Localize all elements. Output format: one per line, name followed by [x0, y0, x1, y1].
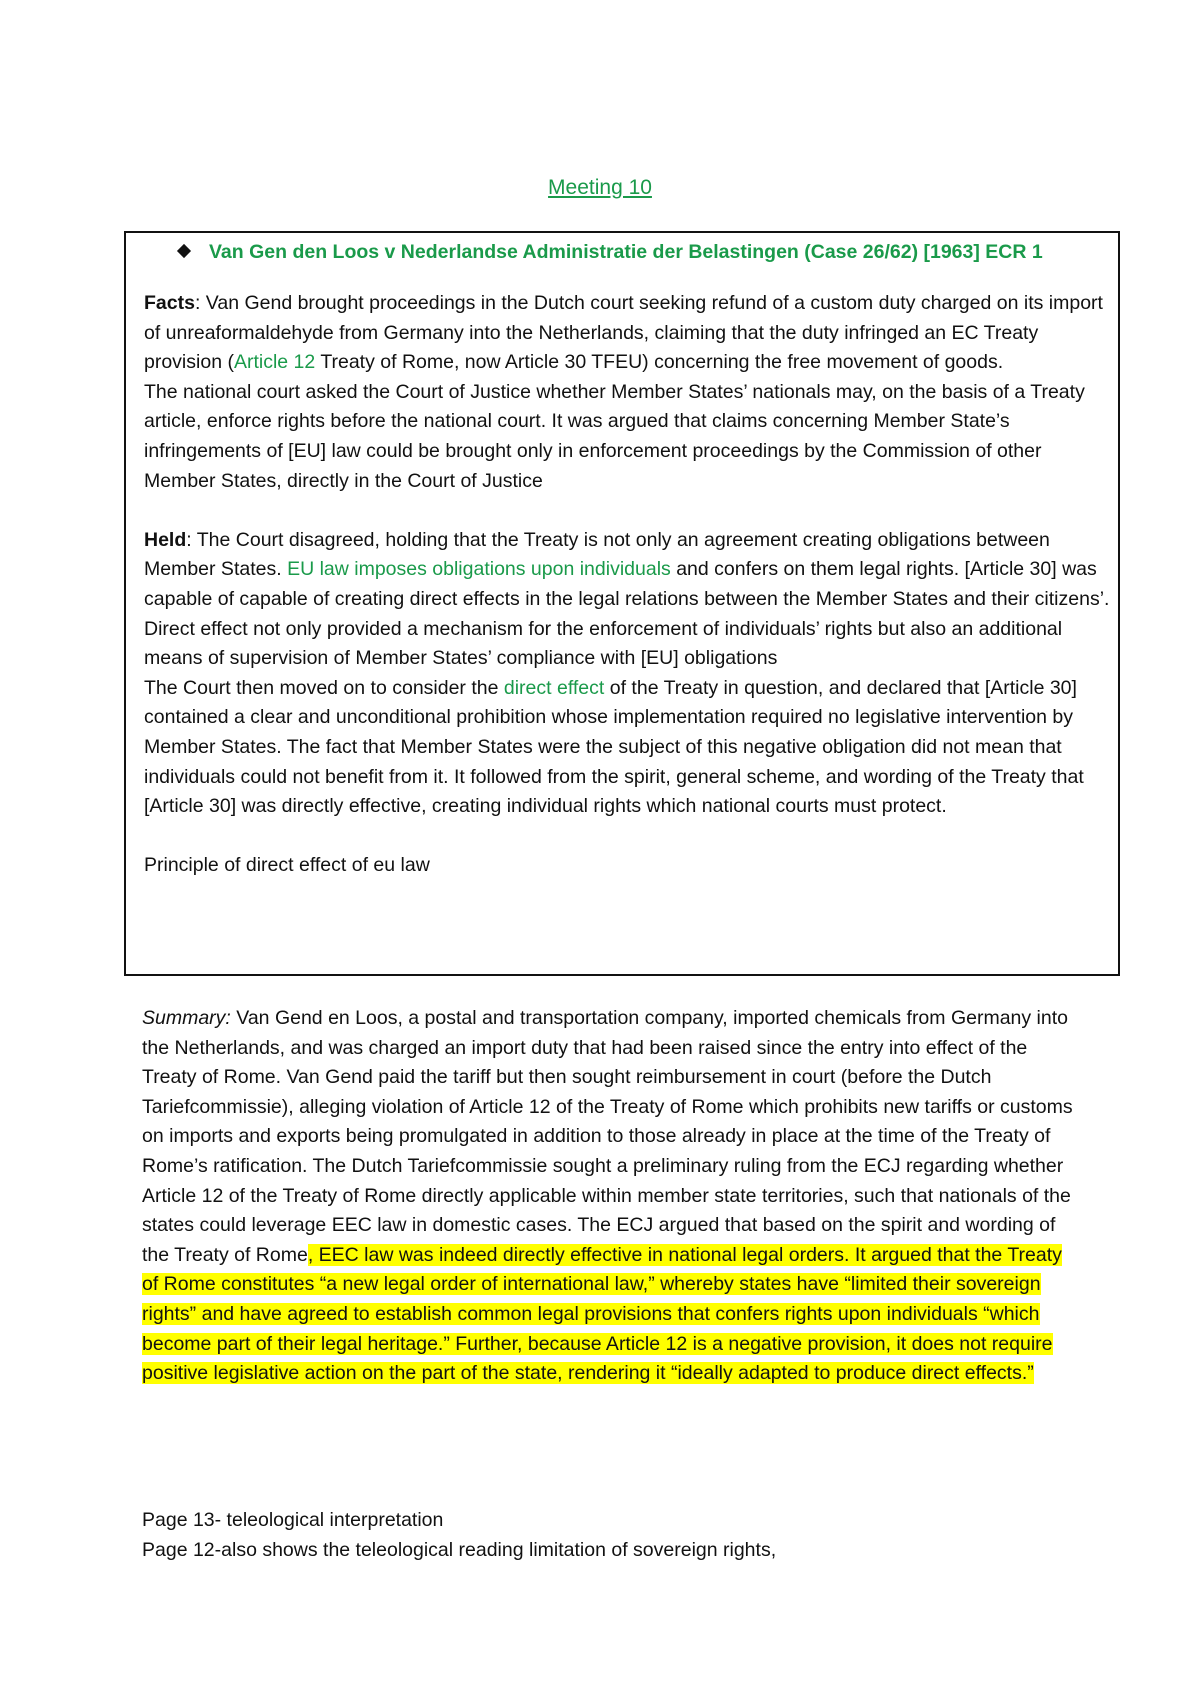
diamond-bullet-icon	[177, 244, 191, 258]
note-line: Page 13- teleological interpretation	[142, 1509, 444, 1531]
direct-effect-emphasis: direct effect	[503, 676, 605, 699]
held-label: Held	[144, 528, 187, 551]
case-box	[124, 231, 1120, 976]
held-paragraph: Held: The Court disagreed, holding that the Treaty is not only an agreement creating obligations between Member States. EU law imposes obligations upon individuals and confers on them legal rights. [Article 30] was capable of capable of creating direct effects in the legal relations between the Member States and their citizens’. Direct effect not only provided a mechanism for the enforcement of individuals’ rights but also an additional means of supervision of Member States’ compliance with [EU] obligations	[144, 528, 1110, 670]
held-paragraph-2: The Court then moved on to consider the direct effect of the Treaty in question, and declared that [Article 30] contained a clear and unconditional prohibition whose implementation required no legislative intervention by Member States. The fact that Member States were the subject of this negative obligation did not mean that individuals could not benefit from it. It followed from the spirit, general scheme, and wording of the Treaty that [Article 30] was directly effective, creating individual rights which national courts must protect.	[144, 676, 1084, 818]
principle-line: Principle of direct effect of eu law	[144, 854, 430, 877]
notes-section	[142, 1506, 1082, 1565]
summary-label: Summary:	[142, 1007, 231, 1029]
highlighted-text: , EEC law was indeed directly effective in national legal orders. It argued that the Treaty of Rome constitutes “a new legal order of international law,” whereby states have “limited their sovereign rights” and have agreed to establish common legal provisions that confers rights upon individuals “which become part of their legal heritage.” Further, because Article 12 is a negative provision, it does not require positive legislative action on the part of the state, rendering it “ideally adapted to produce direct effects.”	[142, 1243, 1062, 1385]
facts-label: Facts	[144, 292, 195, 314]
summary-paragraph	[142, 1004, 1082, 1389]
article-12-link: Article 12	[233, 351, 316, 374]
page-title: Meeting 10	[548, 176, 652, 199]
case-heading	[175, 237, 1115, 267]
case-title: Van Gen den Loos v Nederlandse Administratie der Belastingen (Case 26/62) [1963] ECR 1	[209, 241, 1043, 263]
summary-section	[142, 1004, 1082, 1389]
spacer	[144, 496, 1112, 526]
spacer	[144, 822, 1112, 852]
facts-paragraph: Facts: Van Gend brought proceedings in the Dutch court seeking refund of a custom duty charged on its import of unreaformaldehyde from Germany into the Netherlands, claiming that the duty infringed an EC Treaty provision (Article 12 Treaty of Rome, now Article 30 TFEU) concerning the free movement of goods.	[144, 292, 1103, 374]
summary-text: Van Gend en Loos, a postal and transportation company, imported chemicals from Germany into the Netherlands, and was charged an import duty that had been raised since the entry into effect of the Treaty of Rome. Van Gend paid the tariff but then sought reimbursement in court (before the Dutch Tariefcommissie), alleging violation of Article 12 of the Treaty of Rome which prohibits new tariffs or customs on imports and exports being promulgated in addition to those already in place at the time of the Treaty of Rome’s ratification. The Dutch Tariefcommissie sought a preliminary ruling from the ECJ regarding whether Article 12 of the Treaty of Rome directly applicable within member state territories, such that nationals of the states could leverage EEC law in domestic cases. The ECJ argued that based on the spirit and wording of the Treaty of Rome	[142, 1007, 1073, 1266]
case-body	[144, 289, 1112, 881]
green-emphasis: EU law imposes obligations upon individuals	[287, 558, 671, 581]
note-line: Page 12-also shows the teleological reading limitation of sovereign rights,	[142, 1538, 777, 1561]
facts-paragraph-2: The national court asked the Court of Justice whether Member States’ nationals may, on the basis of a Treaty article, enforce rights before the national court. It was argued that claims concerning Member State’s infringements of [EU] law could be brought only in enforcement proceedings by the Commission of other Member States, directly in the Court of Justice	[144, 380, 1085, 492]
